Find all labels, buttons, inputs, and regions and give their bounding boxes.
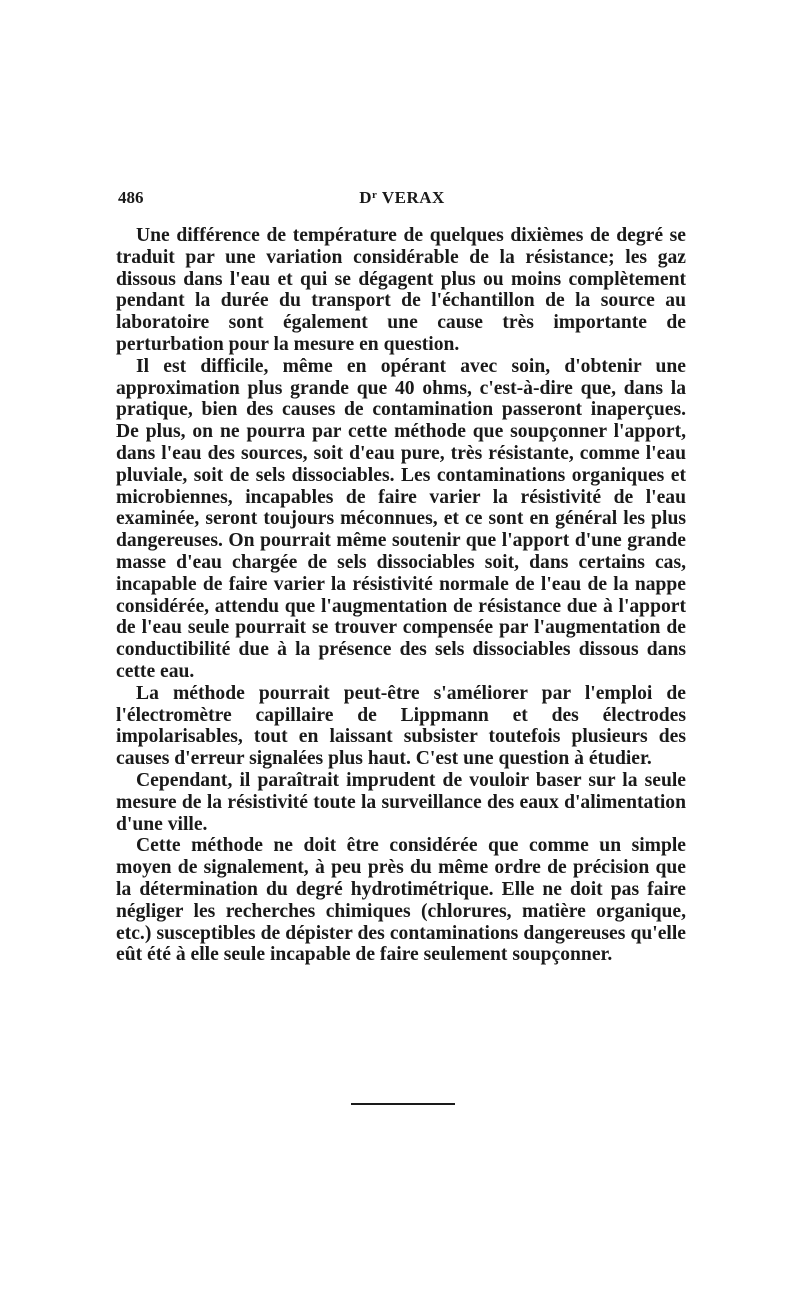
running-head [118,188,686,208]
paragraph: Une différence de température de quelques dixièmes de degré se traduit par une variation considérable de la résistance; les gaz dissous dans l'eau et qui se dégagent plus ou moins complètement pendant la durée du transport de l'échantillon de la source au laboratoire sont également une cause très importante de perturbation pour la mesure en question. [116,225,686,355]
author-name: VERAX [377,188,445,207]
end-rule [351,1103,455,1105]
paragraph: Cette méthode ne doit être considérée que comme un simple moyen de signalement, à peu près du même ordre de précision que la détermination du degré hydrotimétrique. Elle ne doit pas faire négliger les recherches chimiques (chlorures, matière organique, etc.) susceptibles de dépister des contaminations dangereuses qu'elle eût été à elle seule incapable de faire seulement soupçonner. [116,835,686,966]
paragraph: Cependant, il paraîtrait imprudent de vouloir baser sur la seule mesure de la résistivité toute la surveillance des eaux d'alimentation d'une ville. [116,769,686,835]
page-number: 486 [118,188,144,207]
body-text [116,225,686,966]
author-superscript: r [372,189,378,201]
paragraph: Il est difficile, même en opérant avec soin, d'obtenir une approximation plus grande que 40 ohms, c'est-à-dire que, dans la pratique, bien des causes de contamination passeront inaperçues. De plus, on ne pourra par cette méthode que soupçonner l'apport, dans l'eau des sources, soit d'eau pure, très résistante, comme l'eau pluviale, soit de sels dissociables. Les contaminations organiques et microbiennes, incapables de faire varier la résistivité de l'eau examinée, seront toujours méconnues, et ce sont en général les plus dangereuses. On pourrait même soutenir que l'apport d'une grande masse d'eau chargée de sels dissociables soit, dans certains cas, incapable de faire varier la résistivité normale de l'eau de la nappe considérée, attendu que l'augmentation de résistance due à l'apport de l'eau seule pourrait se trouver compensée par l'augmentation de conductibilité due à la présence des sels dissociables dissous dans cette eau. [116,355,686,682]
author-prefix: D [359,188,372,207]
page-header [118,188,686,212]
paragraph: La méthode pourrait peut-être s'améliorer par l'emploi de l'électromètre capillaire de Lippmann et des électrodes impolarisables, tout en laissant subsister toutefois plusieurs des causes d'erreur signalées plus haut. C'est une question à étudier. [116,682,686,770]
